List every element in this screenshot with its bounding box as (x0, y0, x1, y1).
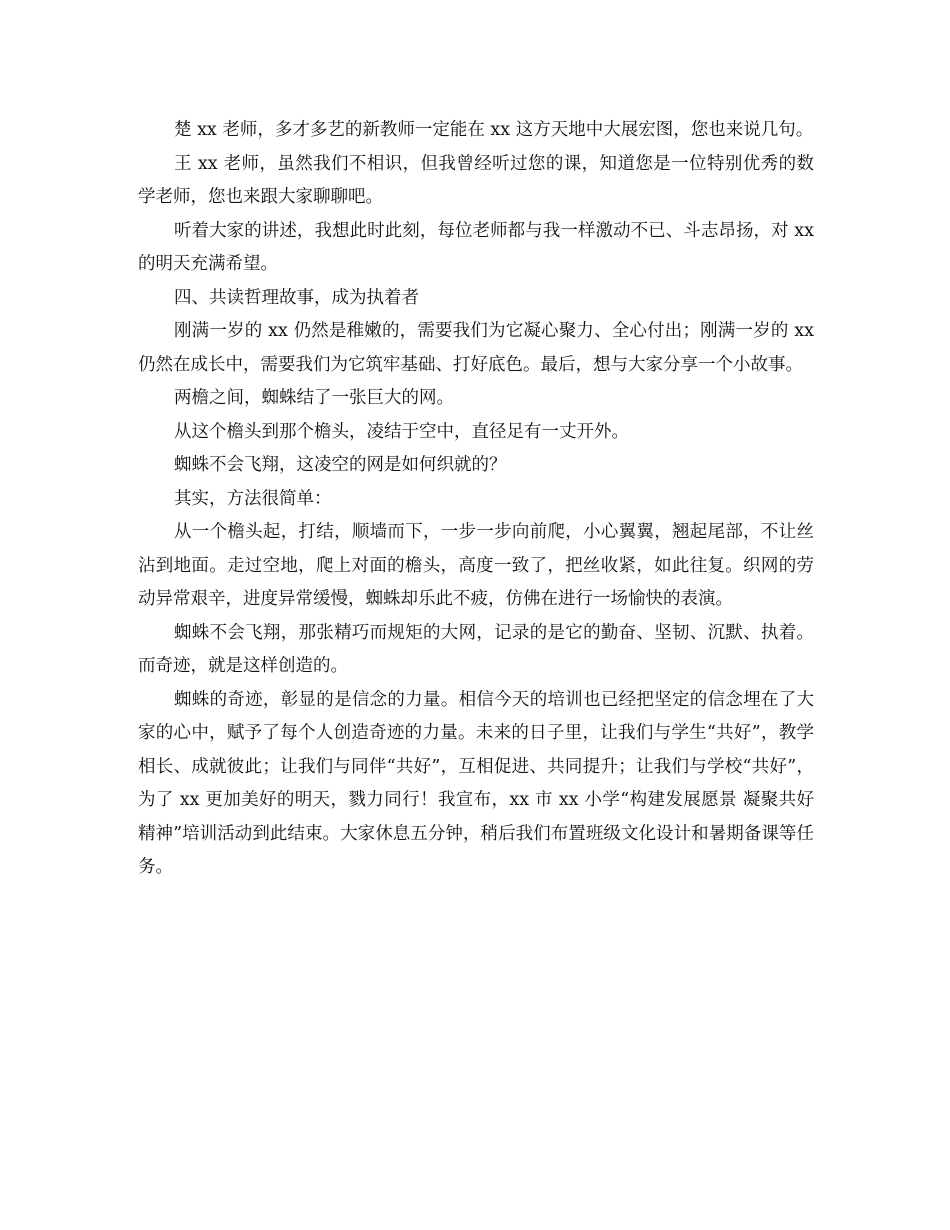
paragraph-one-year-old: 刚满一岁的 xx 仍然是稚嫩的，需要我们为它凝心聚力、全心付出；刚满一岁的 xx 仍然在成长中，需要我们为它筑牢基础、打好底色。最后，想与大家分享一个小故事。 (138, 321, 814, 375)
paragraph-teacher-chu: 楚 xx 老师，多才多艺的新教师一定能在 xx 这方天地中大展宏图，您也来说几句。 (174, 120, 814, 140)
section-heading: 四、共读哲理故事，成为执着者 (174, 287, 419, 308)
paragraph-method-simple: 其实，方法很简单： (174, 488, 332, 509)
paragraph-eave-to-eave: 从这个檐头到那个檐头，凌结于空中，直径足有一丈开外。 (174, 421, 629, 442)
paragraph-weaving-process: 从一个檐头起，打结，顺墙而下，一步一步向前爬，小心翼翼，翘起尾部，不让丝沾到地面。走过空地，爬上对面的檐头，高度一致了，把丝收紧，如此往复。织网的劳动异常艰辛，进度异常缓慢，蜘蛛却乐此不疲，仿佛在进行一场愉快的表演。 (138, 522, 814, 609)
paragraph-spider-web: 两檐之间，蜘蛛结了一张巨大的网。 (174, 388, 454, 408)
paragraph-cannot-fly-question: 蜘蛛不会飞翔，这凌空的网是如何织就的？ (174, 455, 507, 475)
paragraph-closing: 蜘蛛的奇迹，彰显的是信念的力量。相信今天的培训也已经把坚定的信念埋在了大家的心中，赋予了每个人创造奇迹的力量。未来的日子里，让我们与学生“共好”，教学相长、成就彼此；让我们与同伴“共好”，互相促进、共同提升；让我们与学校“共好”，为了 xx 更加美好的明天，戮力同行！我宣布，xx 市 xx 小学“构建发展愿景 凝聚共好精神”培训活动到此结束。大家休息五分钟，稍后我们布置班级文化设计和暑期备课等任务。 (138, 689, 814, 877)
paragraph-teacher-wang: 王 xx 老师，虽然我们不相识，但我曾经听过您的课，知道您是一位特别优秀的数学老师，您也来跟大家聊聊吧。 (138, 153, 814, 207)
paragraph-listening: 听着大家的讲述，我想此时此刻，每位老师都与我一样激动不已、斗志昂扬，对 xx 的明天充满希望。 (138, 220, 814, 274)
paragraph-miracle-created: 蜘蛛不会飞翔，那张精巧而规矩的大网，记录的是它的勤奋、坚韧、沉默、执着。而奇迹，就是这样创造的。 (138, 622, 814, 676)
document-body (138, 114, 814, 885)
